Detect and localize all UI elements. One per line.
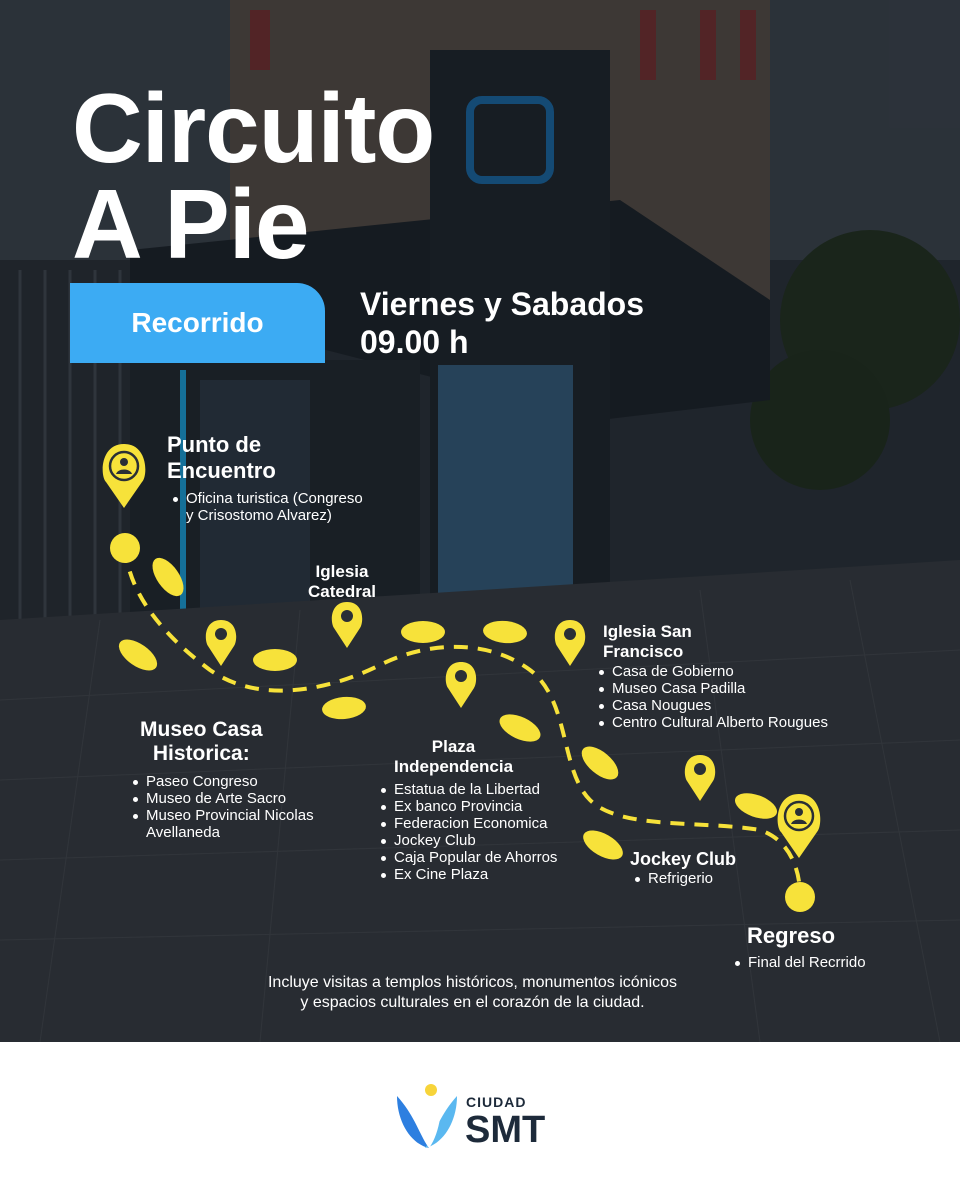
- stop-catedral-title-line1: Iglesia: [315, 562, 369, 581]
- list-item: Casa de Gobierno: [596, 663, 828, 680]
- logo-text-small: CIUDAD: [466, 1094, 527, 1110]
- person-pin-icon: [103, 444, 146, 508]
- footer-line-2: y espacios culturales en el corazón de la ciudad.: [300, 994, 645, 1011]
- list-item: Museo Casa Padilla: [596, 680, 828, 697]
- stop-sanfrancisco-title-line1: Iglesia San: [603, 622, 692, 641]
- logo-text-big: SMT: [465, 1109, 546, 1151]
- stop-jockey-list: [632, 870, 713, 887]
- stop-museo-title-line1: Museo Casa: [140, 718, 263, 741]
- stop-regreso-list: [732, 954, 866, 971]
- footprint-icon: [146, 553, 189, 602]
- stop-museo-title-line2: Historica:: [152, 742, 250, 765]
- location-pin-icon: [555, 620, 585, 666]
- stop-museo-list: [130, 773, 314, 841]
- stop-sanfrancisco-title-line2: Francisco: [603, 642, 684, 661]
- title-line-1: Circuito: [72, 73, 435, 183]
- list-item: Ex Cine Plaza: [378, 866, 557, 883]
- footprint-icon: [321, 695, 367, 721]
- footprint-icon: [482, 619, 528, 645]
- list-item: Centro Cultural Alberto Rougues: [596, 714, 828, 731]
- stop-museo-title: [140, 718, 263, 766]
- location-pin-icon: [685, 755, 715, 801]
- badge-label: Recorrido: [131, 307, 264, 338]
- stop-punto-title: [167, 432, 276, 484]
- schedule-days: Viernes y Sabados: [360, 286, 644, 322]
- stop-plaza-list: [378, 781, 557, 883]
- footprint-icon: [576, 740, 624, 785]
- list-item: Museo de Arte Sacro: [130, 790, 314, 807]
- list-item: Ex banco Provincia: [378, 798, 557, 815]
- list-item: Federacion Economica: [378, 815, 557, 832]
- list-item: Estatua de la Libertad: [378, 781, 557, 798]
- footer-description: [200, 973, 745, 1013]
- footprint-icon: [578, 824, 627, 865]
- list-item: Jockey Club: [378, 832, 557, 849]
- stop-plaza-title: [394, 737, 513, 777]
- stop-plaza-title-line1: Plaza: [431, 737, 476, 756]
- list-item-continuation: y Crisostomo Alvarez): [186, 507, 332, 524]
- footprint-icon: [401, 621, 445, 643]
- list-item: Caja Popular de Ahorros: [378, 849, 557, 866]
- location-pin-icon: [446, 662, 476, 708]
- ciudad-smt-logo: [395, 1082, 465, 1152]
- stop-sanfrancisco-list: [596, 663, 828, 731]
- stop-punto-list: [170, 490, 363, 524]
- location-pin-icon: [332, 602, 362, 648]
- schedule-time: 09.00 h: [360, 324, 469, 360]
- footprint-icon: [253, 649, 297, 671]
- list-item: Paseo Congreso: [130, 773, 314, 790]
- list-item: Museo Provincial Nicolas: [130, 807, 314, 824]
- list-item: Casa Nougues: [596, 697, 828, 714]
- stop-catedral-title-line2: Catedral: [308, 582, 377, 601]
- footprint-icon: [114, 633, 163, 676]
- title-line-2: A Pie: [72, 169, 309, 279]
- footprint-icon: [732, 788, 781, 824]
- stop-jockey-title: Jockey Club: [630, 849, 737, 869]
- stop-catedral-title: [308, 562, 376, 602]
- list-item: Final del Recrrido: [732, 954, 866, 971]
- stop-sanfrancisco-title: [603, 622, 692, 662]
- stop-punto-title-line2: Encuentro: [167, 458, 276, 483]
- stop-regreso-title: Regreso: [747, 923, 836, 948]
- location-pin-icon: [206, 620, 236, 666]
- list-item: Oficina turistica (Congreso: [170, 490, 363, 507]
- footer-line-1: Incluye visitas a templos históricos, monumentos icónicos: [267, 974, 678, 991]
- end-dot: [785, 882, 815, 912]
- list-item: Refrigerio: [632, 870, 713, 887]
- stop-plaza-title-line2: Independencia: [394, 757, 514, 776]
- list-item-continuation: Avellaneda: [146, 824, 220, 841]
- start-dot: [110, 533, 140, 563]
- stop-punto-title-line1: Punto de: [167, 432, 262, 457]
